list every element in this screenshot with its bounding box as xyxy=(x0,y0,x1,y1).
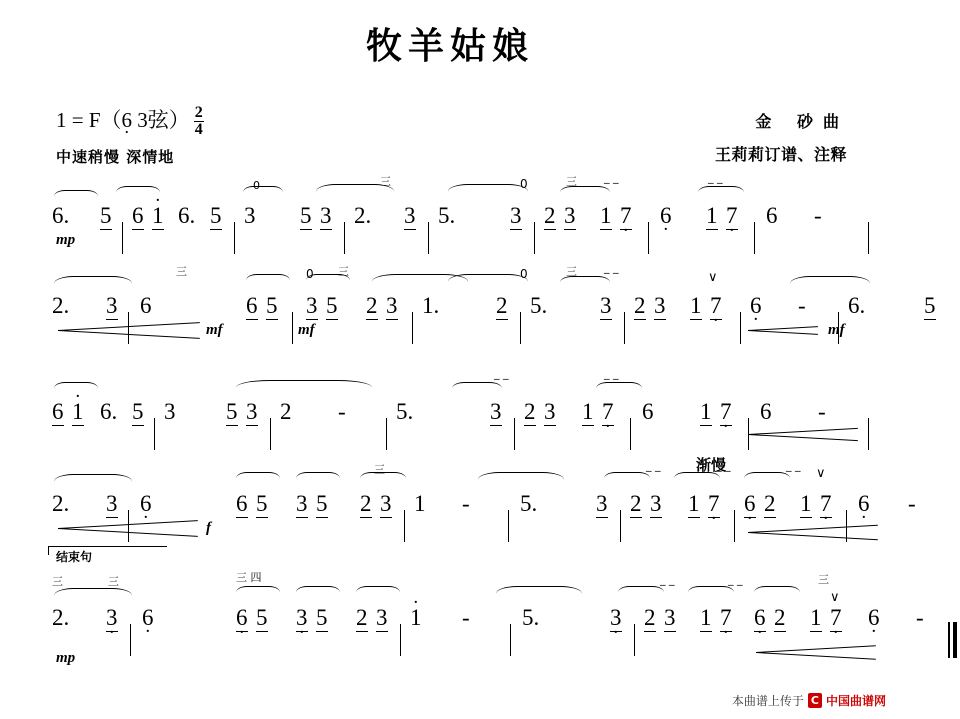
string-mark: 三 xyxy=(380,175,391,188)
final-barline xyxy=(948,622,960,658)
note: - xyxy=(916,605,924,630)
ending-label: 结束句 xyxy=(56,550,93,564)
slur xyxy=(246,274,290,287)
string-mark: 三 xyxy=(566,175,577,188)
barline xyxy=(734,510,735,542)
octave-dot-mark: ‾ ‾ xyxy=(646,469,661,482)
slur xyxy=(478,472,564,487)
octave-dot-mark: ‾ ‾ xyxy=(494,377,509,390)
note: 2 xyxy=(544,203,556,228)
octave-dot-mark: ‾ ‾ xyxy=(708,181,723,194)
octave-dot-mark: ‾ ‾ xyxy=(786,469,801,482)
barline xyxy=(868,222,869,254)
note: 3 xyxy=(376,605,388,630)
note: 5 xyxy=(210,203,222,228)
note: 6. xyxy=(52,203,70,228)
barline xyxy=(400,624,401,656)
arranger-credit: 王莉莉订谱、注释 xyxy=(714,145,847,164)
note: 2 xyxy=(524,399,536,424)
barline xyxy=(634,624,635,656)
slur xyxy=(236,472,280,485)
slur xyxy=(356,586,400,599)
note: 3 xyxy=(296,491,308,516)
string-mark: 三 xyxy=(52,575,63,588)
note: 3 xyxy=(654,293,666,318)
note: 6. xyxy=(178,203,196,228)
note: 5 xyxy=(100,203,112,228)
note: 3 xyxy=(490,399,502,424)
music-system-3 xyxy=(48,378,880,474)
note: 7 · xyxy=(710,294,722,320)
octave-dot-mark: ‾ ‾ xyxy=(604,271,619,284)
slur xyxy=(54,190,98,203)
dynamic-marking: f xyxy=(206,520,211,536)
slur xyxy=(496,586,582,601)
barline xyxy=(234,222,235,254)
note: 6 · xyxy=(140,492,152,516)
key-signature-string-note: 6 · xyxy=(122,108,133,132)
note: 3 xyxy=(596,491,608,516)
site-name[interactable]: 中国曲谱网 xyxy=(825,694,886,708)
slur xyxy=(54,276,132,291)
note: 5 xyxy=(326,293,338,318)
note: 2 xyxy=(360,491,372,516)
fingering-mark: 0 xyxy=(520,267,528,281)
slur xyxy=(296,472,340,485)
note: 5 xyxy=(924,293,936,318)
note: 3 xyxy=(380,491,392,516)
note: 3 xyxy=(650,491,662,516)
note: 5 xyxy=(226,399,238,424)
note: 6 xyxy=(642,399,654,424)
note: 3 xyxy=(404,203,416,228)
barline xyxy=(154,418,155,450)
slur xyxy=(243,186,283,199)
note: 6 xyxy=(140,293,152,318)
dynamic-marking: mp xyxy=(56,650,76,666)
note: 5. xyxy=(396,399,414,424)
note: 5 xyxy=(266,293,278,318)
time-signature xyxy=(194,105,204,138)
note: 7 · xyxy=(720,606,732,632)
up-bow-mark: ∨ xyxy=(708,270,718,285)
key-signature xyxy=(56,104,204,139)
diminuendo-hairpin xyxy=(58,522,198,533)
slur xyxy=(116,186,160,199)
barline xyxy=(344,222,345,254)
up-bow-mark: ∨ xyxy=(830,590,840,605)
note: 5 xyxy=(300,203,312,228)
crescendo-hairpin xyxy=(748,324,818,335)
note: 1 xyxy=(700,605,712,630)
note: - xyxy=(338,399,346,424)
string-mark: 三 xyxy=(818,573,829,586)
note: 5. xyxy=(530,293,548,318)
note: 6 xyxy=(236,491,248,516)
note: 3 xyxy=(544,399,556,424)
note: 2 xyxy=(280,399,292,424)
slur xyxy=(448,274,528,289)
octave-dot-mark: ‾ ‾ xyxy=(604,377,619,390)
barline xyxy=(270,418,271,450)
note: 3 xyxy=(320,203,332,228)
note: 2. xyxy=(52,491,70,516)
note: 1 xyxy=(800,491,812,516)
octave-dot-mark: ‾ ‾ xyxy=(728,583,743,596)
fingering-mark: 0 xyxy=(520,177,528,191)
time-signature-numerator: 2 xyxy=(194,103,203,121)
note: 5 xyxy=(316,491,328,516)
note: · 1 xyxy=(410,606,422,630)
note: 6 · xyxy=(660,204,672,228)
note: 6 · xyxy=(754,606,766,632)
note: 2 xyxy=(630,491,642,516)
note: 1 xyxy=(810,605,822,630)
note: 2 xyxy=(366,293,378,318)
note: 1 xyxy=(700,399,712,424)
note: 1 xyxy=(706,203,718,228)
note: 5 xyxy=(316,605,328,630)
barline xyxy=(386,418,387,450)
octave-dot-mark: ‾ ‾ xyxy=(604,181,619,194)
site-logo-icon: C xyxy=(808,693,822,708)
dynamic-marking: mf xyxy=(206,322,223,338)
note: 3 · xyxy=(106,606,118,632)
note: 5. xyxy=(438,203,456,228)
note: 6 · xyxy=(868,606,880,630)
note: 5. xyxy=(522,605,540,630)
note: 3 xyxy=(510,203,522,228)
footer-text: 本曲谱上传于 xyxy=(731,694,804,708)
note: 6 xyxy=(246,293,258,318)
barline xyxy=(514,418,515,450)
note: 2 xyxy=(644,605,656,630)
barline xyxy=(130,624,131,656)
note: 5 xyxy=(256,605,268,630)
barline xyxy=(630,418,631,450)
note: 3 xyxy=(164,399,176,424)
string-mark: 三 四 xyxy=(236,571,262,584)
key-signature-string-text: 3弦） xyxy=(132,108,190,132)
note: 2. xyxy=(52,293,70,318)
note: 6 xyxy=(766,203,778,228)
note: 6. xyxy=(100,399,118,424)
tempo-marking: 中速稍慢 深情地 xyxy=(56,148,175,166)
note: 6 xyxy=(760,399,772,424)
note: 5 xyxy=(256,491,268,516)
note: 1 xyxy=(688,491,700,516)
string-mark: 三 xyxy=(374,463,385,476)
note: - xyxy=(798,293,806,318)
note: 6 · xyxy=(236,606,248,632)
slur xyxy=(54,588,132,603)
note: 6 xyxy=(52,399,64,424)
note: 7 · xyxy=(708,492,720,518)
barline xyxy=(534,222,535,254)
note: - xyxy=(818,399,826,424)
note: 2 xyxy=(496,293,508,318)
fingering-mark: 0 xyxy=(306,267,314,281)
composer-role: 曲 xyxy=(822,112,840,131)
note: 2 xyxy=(774,605,786,630)
note: 1 xyxy=(690,293,702,318)
note-row xyxy=(48,605,924,640)
note-row xyxy=(48,204,880,238)
note: · 1 xyxy=(152,204,164,230)
note: 2. xyxy=(354,203,372,228)
note: 6 · xyxy=(744,492,756,518)
note: 3 xyxy=(106,491,118,516)
barline xyxy=(520,312,521,344)
crescendo-hairpin xyxy=(748,526,878,537)
note: 5. xyxy=(520,491,538,516)
barline xyxy=(624,312,625,344)
note: 6 · xyxy=(142,606,154,630)
barline xyxy=(754,222,755,254)
barline xyxy=(508,510,509,542)
note: · 1 xyxy=(72,400,84,426)
note: 1. xyxy=(422,293,440,318)
slur xyxy=(744,472,790,485)
note: 1 xyxy=(414,491,426,516)
slur xyxy=(236,586,280,599)
diminuendo-hairpin xyxy=(756,646,876,657)
slur xyxy=(236,380,372,395)
note: - xyxy=(908,491,916,516)
page-title: 牧羊姑娘 xyxy=(365,25,534,67)
barline xyxy=(620,510,621,542)
ritardando-marking: 渐慢 xyxy=(696,456,727,474)
note: 6. xyxy=(848,293,866,318)
note: 3 xyxy=(664,605,676,630)
string-mark: 三 xyxy=(108,575,119,588)
slur xyxy=(790,276,870,291)
string-mark: 三 xyxy=(566,265,577,278)
note: - xyxy=(462,605,470,630)
key-signature-prefix: 1 = F（ xyxy=(56,108,122,132)
note: 1 xyxy=(582,399,594,424)
note: 1 xyxy=(600,203,612,228)
barline xyxy=(428,222,429,254)
barline xyxy=(412,312,413,344)
crescendo-hairpin xyxy=(748,428,858,439)
slur xyxy=(296,586,340,599)
music-system-4 xyxy=(48,456,916,566)
barline xyxy=(648,222,649,254)
note: 7 · xyxy=(830,606,842,632)
note: 3 xyxy=(564,203,576,228)
footer-credit xyxy=(732,692,886,709)
note: 6 xyxy=(132,203,144,228)
slur xyxy=(604,472,650,485)
diminuendo-hairpin xyxy=(58,324,200,335)
note: 3 · xyxy=(610,606,622,632)
dynamic-marking: mf xyxy=(828,322,845,338)
note: 3 xyxy=(106,293,118,318)
note: 7 · xyxy=(720,400,732,426)
octave-dot-mark: ‾ ‾ xyxy=(660,583,675,596)
note: 7 · xyxy=(820,492,832,518)
note: 3 xyxy=(386,293,398,318)
note: 2 xyxy=(634,293,646,318)
note: 7 · xyxy=(602,400,614,426)
music-system-2 xyxy=(48,265,936,368)
string-mark: 三 xyxy=(176,265,187,278)
dynamic-marking: mp xyxy=(56,232,76,248)
slur xyxy=(754,586,800,599)
note: 6 · xyxy=(750,294,762,318)
octave-dot-mark: ‾ ‾ xyxy=(716,469,731,482)
barline xyxy=(404,510,405,542)
note: - xyxy=(814,203,822,228)
dynamic-marking: mf xyxy=(298,322,315,338)
note: 3 xyxy=(306,293,318,318)
time-signature-denominator: 4 xyxy=(194,120,203,138)
composer-credit xyxy=(755,113,840,131)
note: - xyxy=(462,491,470,516)
barline xyxy=(510,624,511,656)
note: 3 xyxy=(246,399,258,424)
note: 7 · xyxy=(620,204,632,230)
barline xyxy=(868,418,869,450)
barline xyxy=(122,222,123,254)
note: 3 xyxy=(600,293,612,318)
up-bow-mark: ∨ xyxy=(816,466,826,481)
note: 3 · xyxy=(296,606,308,632)
note: 7 · xyxy=(726,204,738,230)
string-mark: 三 xyxy=(338,265,349,278)
slur xyxy=(448,184,528,199)
barline xyxy=(292,312,293,344)
note: 6 · xyxy=(858,492,870,516)
note: 2 xyxy=(356,605,368,630)
music-system-1 xyxy=(48,175,880,281)
note: 3 xyxy=(244,203,256,228)
fingering-mark: 0 xyxy=(253,179,260,192)
slur xyxy=(618,586,664,599)
note: 5 xyxy=(132,399,144,424)
slur xyxy=(596,382,642,395)
note: 2. xyxy=(52,605,70,630)
note: 2 xyxy=(764,491,776,516)
composer-name: 金 砂 xyxy=(755,112,823,131)
barline xyxy=(740,312,741,344)
music-system-5 xyxy=(48,571,924,676)
slur xyxy=(54,474,132,489)
